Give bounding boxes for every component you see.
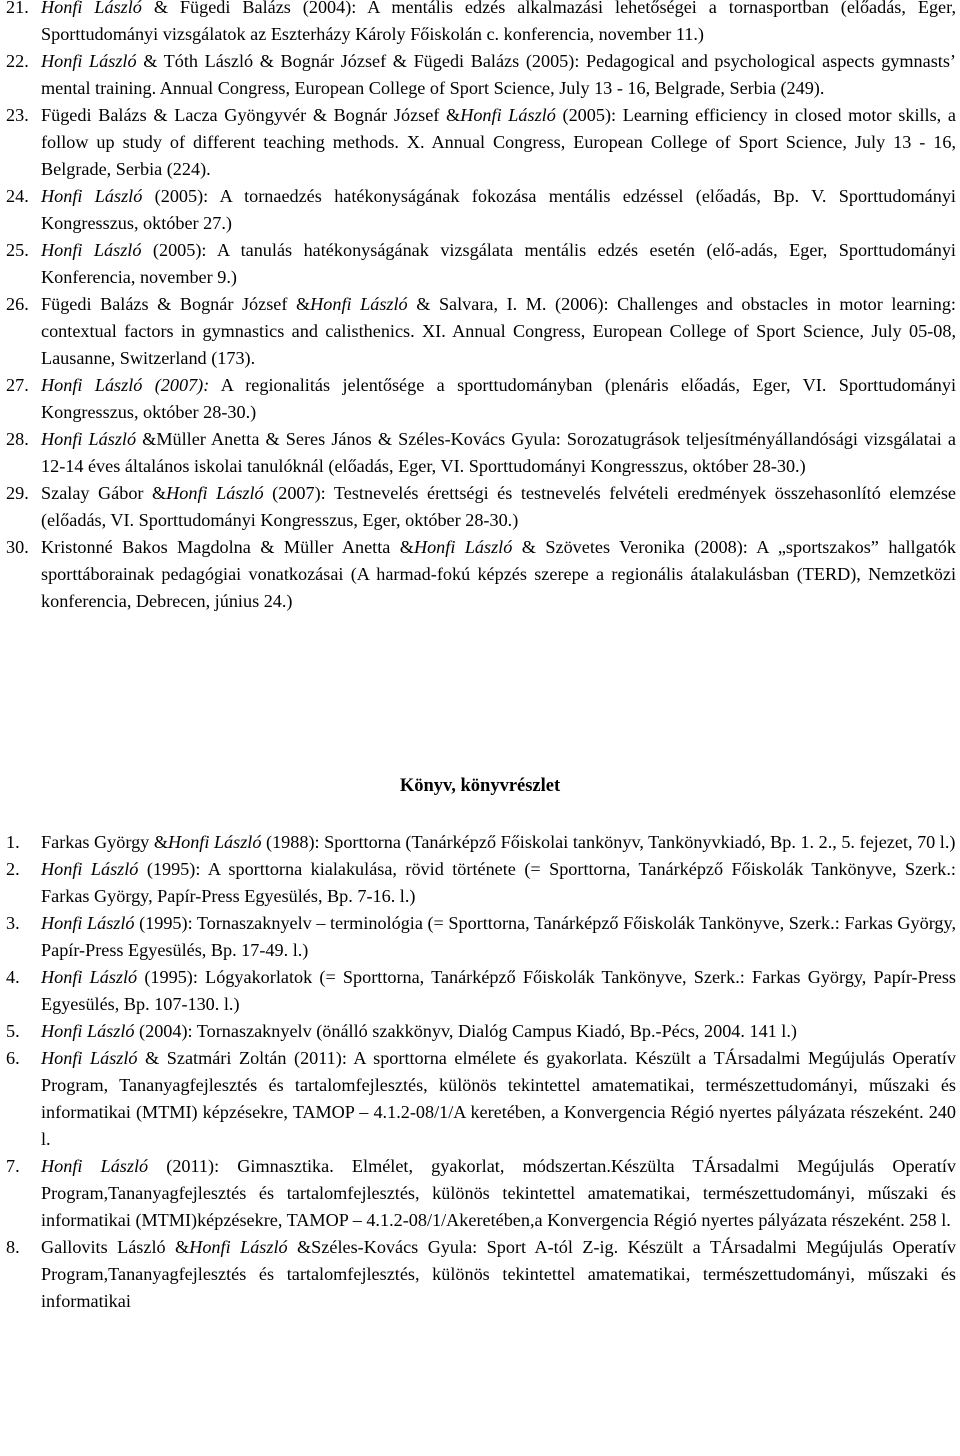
entry-number: 8. (6, 1237, 20, 1257)
entry-number: 1. (6, 832, 20, 852)
entry-text (41, 1021, 797, 1041)
reference-entry (6, 1045, 956, 1153)
citation-text: Szalay Gábor & (41, 483, 167, 503)
reference-entry (6, 48, 956, 102)
author-name: Honfi László (2007): (41, 375, 210, 395)
entry-number: 28. (6, 429, 29, 449)
conference-list (6, 0, 956, 615)
author-name: Honfi László (41, 429, 137, 449)
entry-number: 4. (6, 967, 20, 987)
entry-text (41, 859, 956, 906)
entry-number: 23. (6, 105, 29, 125)
author-name: Honfi László (41, 1021, 135, 1041)
entry-number: 5. (6, 1021, 20, 1041)
entry-text (41, 967, 956, 1014)
author-name: Honfi László (41, 0, 142, 17)
citation-text: Fügedi Balázs & Bognár József & (41, 294, 311, 314)
entry-number: 22. (6, 51, 29, 71)
author-name: Honfi László (41, 51, 137, 71)
citation-text: Kristonné Bakos Magdolna & Müller Anetta & (41, 537, 414, 557)
citation-text: A regionalitás jelentősége a sporttudományban (plenáris előadás, Eger, VI. Sporttudományi Kongresszus, október 28-30.) (41, 375, 957, 422)
citation-text: & Salvara, I. M. (2006): Challenges and obstacles in motor learning: contextual factors in gymnastics and calisthenics. XI. Annual Congress, European College of Sport Science, July 05-08, Lausanne, Switzerland (173). (41, 294, 956, 368)
reference-entry (6, 183, 956, 237)
entry-number: 7. (6, 1156, 20, 1176)
citation-text: (2005): A tanulás hatékonyságának vizsgálata mentális edzés esetén (elő-adás, Eger, Sporttudományi Konferencia, november 9.) (41, 240, 956, 287)
citation-text: (2004): Tornaszaknyelv (önálló szakkönyv, Dialóg Campus Kiadó, Bp.-Pécs, 2004. 141 l.) (134, 1021, 797, 1041)
entry-text (41, 0, 956, 44)
citation-text: (1988): Sporttorna (Tanárképző Főiskolai tankönyv, Tankönyvkiadó, Bp. 1. 2., 5. fejezet, 70 l.) (261, 832, 956, 852)
citation-text: &Müller Anetta & Seres János & Széles-Kovács Gyula: Sorozatugrások teljesítményállandósági vizsgálatai a 12-14 éves általános iskolai tanulóknál (előadás, Eger, VI. Sporttudományi Kongresszus, október 28-30.) (41, 429, 956, 476)
reference-entry (6, 964, 956, 1018)
citation-text: & Fügedi Balázs (2004): A mentális edzés alkalmazási lehetőségei a tornasportban (előadás, Eger, Sporttudományi vizsgálatok az Eszterházy Károly Főiskolán c. konferencia, november 11.) (41, 0, 956, 44)
citation-text: Farkas György & (41, 832, 168, 852)
author-name: Honfi László (167, 832, 262, 852)
author-name: Honfi László (41, 913, 135, 933)
reference-entry (6, 1153, 956, 1234)
citation-text: (1995): Lógyakorlatok (= Sporttorna, Tanárképző Főiskolák Tankönyve, Szerk.: Farkas György, Papír-Press Egyesülés, Bp. 107-130. l.) (41, 967, 956, 1014)
reference-entry (6, 291, 956, 372)
author-name: Honfi László (41, 240, 142, 260)
entry-text (41, 294, 956, 368)
author-name: Honfi László (41, 1048, 138, 1068)
author-name: Honfi László (413, 537, 513, 557)
entry-text (41, 429, 956, 476)
entry-text (41, 483, 956, 530)
entry-number: 30. (6, 537, 29, 557)
reference-entry (6, 534, 956, 615)
entry-number: 21. (6, 0, 29, 17)
citation-text: Gallovits László & (41, 1237, 190, 1257)
entry-text (41, 537, 956, 611)
author-name: Honfi László (41, 859, 139, 879)
citation-text: (2005): A tornaedzés hatékonyságának fokozása mentális edzéssel (előadás, Bp. V. Sporttudományi Kongresszus, október 27.) (41, 186, 956, 233)
entry-number: 26. (6, 294, 29, 314)
entry-text (41, 105, 956, 179)
entry-number: 29. (6, 483, 29, 503)
citation-text: (1995): Tornaszaknyelv – terminológia (= Sporttorna, Tanárképző Főiskolák Tankönyve, Szerk.: Farkas György, Papír-Press Egyesülés, Bp. 17-49. l.) (41, 913, 956, 960)
entry-text (41, 240, 956, 287)
reference-entry (6, 856, 956, 910)
entry-text (41, 186, 956, 233)
citation-text: (1995): A sporttorna kialakulása, rövid története (= Sporttorna, Tanárképző Főiskolák Tankönyve, Szerk.: Farkas György, Papír-Press Egyesülés, Bp. 7-16. l.) (41, 859, 956, 906)
citation-text: (2005): Learning efficiency in closed motor skills, a follow up study of different teaching methods. X. Annual Congress, European College of Sport Science, July 13 - 16, Belgrade, Serbia (224). (41, 105, 956, 179)
reference-entry (6, 1234, 956, 1315)
reference-entry (6, 426, 956, 480)
author-name: Honfi László (460, 105, 556, 125)
entry-number: 24. (6, 186, 29, 206)
author-name: Honfi László (189, 1237, 288, 1257)
entry-text (41, 1156, 956, 1230)
author-name: Honfi László (41, 1156, 149, 1176)
entry-text (41, 1237, 956, 1311)
author-name: Honfi László (41, 967, 138, 987)
reference-entry (6, 1018, 956, 1045)
reference-entry (6, 102, 956, 183)
reference-entry (6, 480, 956, 534)
reference-entry (6, 910, 956, 964)
entry-number: 27. (6, 375, 29, 395)
author-name: Honfi László (41, 186, 143, 206)
entry-text (41, 913, 956, 960)
entry-number: 25. (6, 240, 29, 260)
reference-entry (6, 372, 956, 426)
section-heading: Könyv, könyvrészlet (399, 776, 561, 796)
book-list (6, 829, 956, 1315)
entry-text (41, 1048, 956, 1149)
citation-text: (2011): Gimnasztika. Elmélet, gyakorlat, módszertan.Készülta TÁrsadalmi Megújulás Operatív Program,Tananyagfejlesztés és tartalomfejlesztés, különös tekintettel amatematikai, természettudományi, műszaki és informatikai (MTMI)képzésekre, TAMOP – 4.1.2-08/1/Akeretében,a Konvergencia Régió nyertes pályázata részeként. 258 l. (41, 1156, 956, 1230)
citation-text: & Tóth László & Bognár József & Fügedi Balázs (2005): Pedagogical and psychological aspects gymnasts’ mental training. Annual Congress, European College of Sport Science, July 13 - 16, Belgrade, Serbia (249). (41, 51, 956, 98)
citation-text: Fügedi Balázs & Lacza Gyöngyvér & Bognár József & (41, 105, 461, 125)
entry-text (41, 832, 955, 852)
citation-text: & Szövetes Veronika (2008): A „sportszakos” hallgatók sporttáborainak pedagógiai vonatkozásai (A harmad-fokú képzés szerepe a regionális átalakulásban (TERD), Nemzetközi konferencia, Debrecen, június 24.) (41, 537, 956, 611)
citation-text: & Szatmári Zoltán (2011): A sporttorna elmélete és gyakorlata. Készült a TÁrsadalmi Megújulás Operatív Program, Tananyagfejlesztés és tartalomfejlesztés, különös tekintettel amatematikai, természettudományi, műszaki és informatikai (MTMI) képzésekre, TAMOP – 4.1.2-08/1/A keretében, a Konvergencia Régió nyertes pályázata részeként. 240 l. (41, 1048, 956, 1149)
entry-text (41, 375, 956, 422)
reference-entry (6, 0, 956, 48)
reference-entry (6, 829, 956, 856)
citation-text: (2007): Testnevelés érettségi és testnevelés felvételi eredmények összehasonlító elemzése (előadás, VI. Sporttudományi Kongresszus, Eger, október 28-30.) (41, 483, 956, 530)
entry-number: 3. (6, 913, 20, 933)
entry-text (41, 51, 956, 98)
citation-text: &Széles-Kovács Gyula: Sport A-tól Z-ig. Készült a TÁrsadalmi Megújulás Operatív Program,Tananyagfejlesztés és tartalomfejlesztés, különös tekintettel amatematikai, természettudományi, műszaki és informatikai (41, 1237, 956, 1311)
author-name: Honfi László (166, 483, 264, 503)
reference-entry (6, 237, 956, 291)
entry-number: 2. (6, 859, 20, 879)
author-name: Honfi László (310, 294, 408, 314)
entry-number: 6. (6, 1048, 20, 1068)
